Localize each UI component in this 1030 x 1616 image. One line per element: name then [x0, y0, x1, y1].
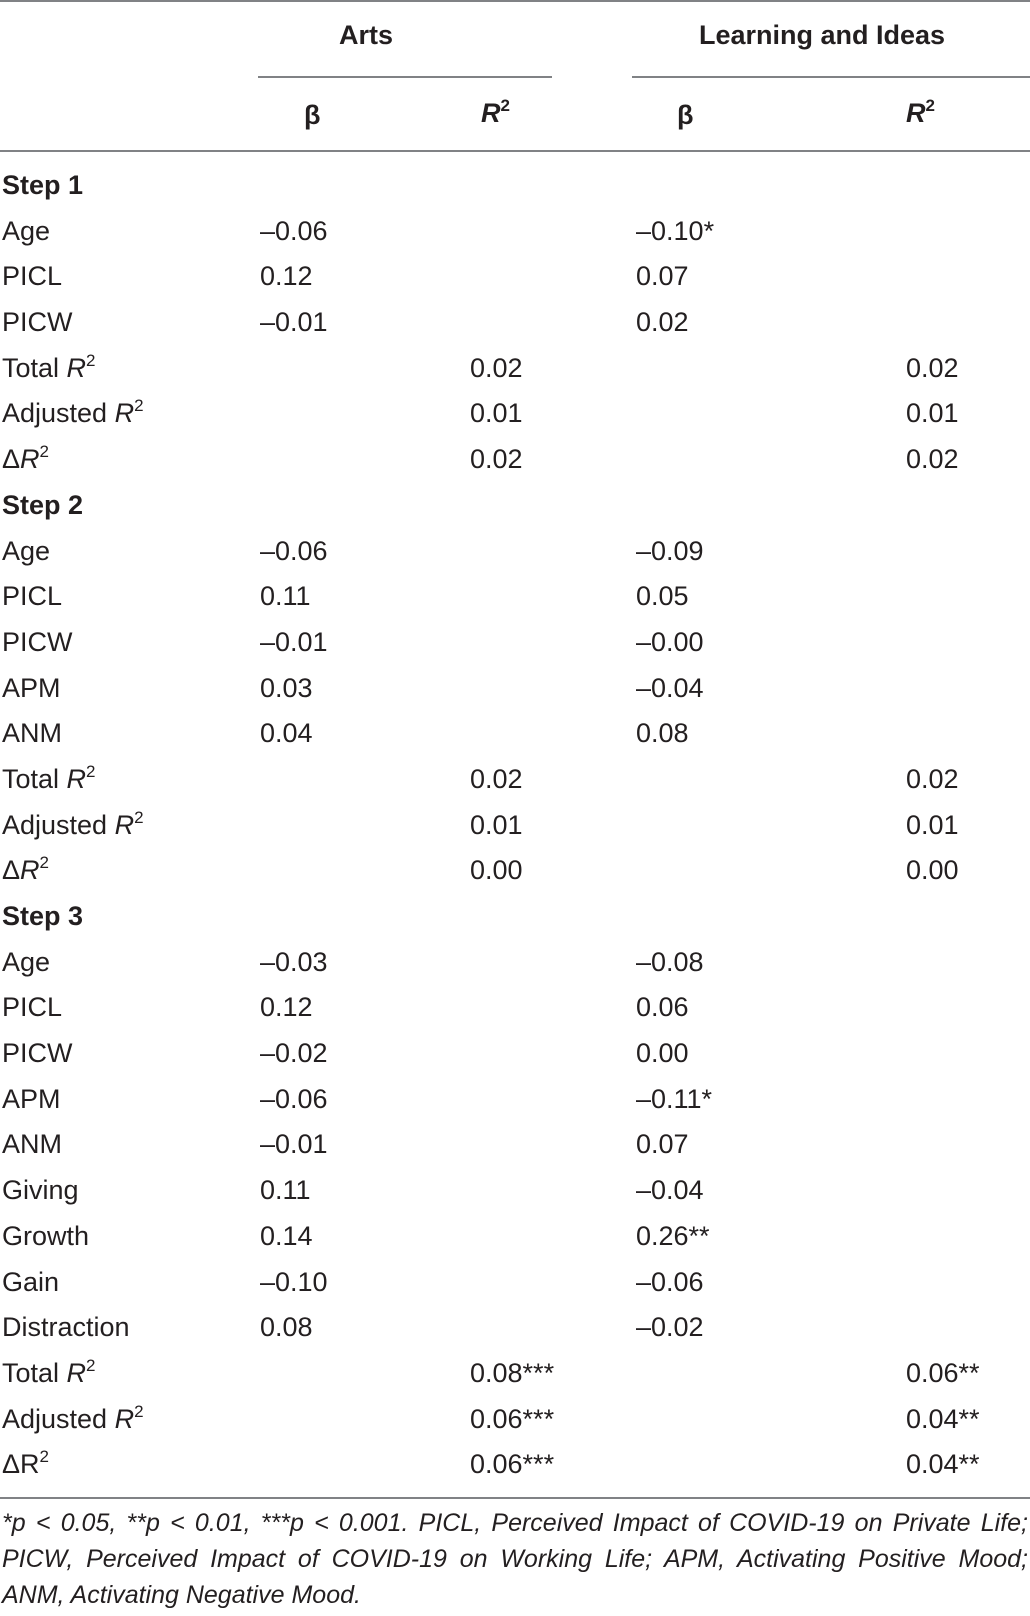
table-row	[0, 941, 1030, 987]
table-row	[0, 210, 1030, 256]
row-label: Gain	[2, 1266, 60, 1297]
table-cell: 0.04**	[906, 1449, 980, 1480]
table-cell: 0.02	[470, 763, 523, 794]
row-label: PICL	[2, 992, 63, 1023]
table-row	[0, 575, 1030, 621]
row-label: Total $R^2$	[2, 761, 96, 794]
subheader-r2-learning: $R^2$	[906, 96, 935, 128]
table-cell: 0.00	[636, 1038, 689, 1069]
row-label: APM	[2, 672, 61, 703]
table-row	[0, 255, 1030, 301]
table-row	[0, 621, 1030, 667]
table-cell: 0.06**	[906, 1357, 980, 1388]
row-label: PICL	[2, 581, 63, 612]
table-cell: 0.02	[906, 763, 959, 794]
row-label: Adjusted $R^2$	[2, 396, 144, 429]
step-label: Step 3	[2, 901, 84, 931]
table-cell: 0.01	[470, 398, 523, 429]
row-label: Adjusted $R^2$	[2, 807, 144, 840]
table-cell: –0.02	[636, 1312, 704, 1343]
table-cell: –0.04	[636, 672, 704, 703]
subheader-r2-arts: $R^2$	[481, 96, 510, 128]
step-label: Step 1	[2, 170, 84, 200]
table-cell: 0.11	[260, 581, 311, 612]
table-row	[0, 301, 1030, 347]
table-cell: 0.00	[906, 855, 959, 886]
table-cell: –0.09	[636, 535, 704, 566]
table-cell: 0.04	[260, 718, 313, 749]
row-label: Adjusted $R^2$	[2, 1401, 144, 1434]
step-header-row	[0, 895, 1030, 941]
group-header-learning-and-ideas: Learning and Ideas	[699, 20, 946, 50]
table-row	[0, 1032, 1030, 1078]
table-cell: 0.02	[470, 352, 523, 383]
table-cell: 0.14	[260, 1220, 313, 1251]
row-label: $\Delta R^2$	[2, 853, 50, 886]
row-label: PICW	[2, 1038, 73, 1069]
table-cell: –0.01	[260, 1129, 328, 1160]
step-header-row	[0, 484, 1030, 530]
table-cell: 0.07	[636, 1129, 689, 1160]
table-row	[0, 758, 1030, 804]
table-row	[0, 1306, 1030, 1352]
table-footnote: *p < 0.05, **p < 0.01, ***p < 0.001. PICL, Perceived Impact of COVID-19 on Private Life; PICW, Perceived Impact of COVID-19 on Working Life; APM, Activating Positive Mood; ANM, Activating Negative Mood.	[2, 1509, 1028, 1609]
table-cell: 0.01	[906, 809, 959, 840]
table-row	[0, 1169, 1030, 1215]
table-cell: –0.06	[260, 1083, 328, 1114]
table-row	[0, 1078, 1030, 1124]
row-label: ANM	[2, 1129, 62, 1160]
row-label: Giving	[2, 1175, 79, 1206]
table-cell: 0.07	[636, 261, 689, 292]
table-cell: 0.12	[260, 992, 313, 1023]
subheader-beta-learning: β	[677, 100, 694, 130]
table-cell: 0.06***	[470, 1403, 555, 1434]
table-cell: 0.08	[636, 718, 689, 749]
table-cell: 0.12	[260, 261, 313, 292]
row-label: ANM	[2, 718, 62, 749]
table-row	[0, 986, 1030, 1032]
table-cell: 0.02	[636, 307, 689, 338]
row-label: APM	[2, 1083, 61, 1114]
table-row	[0, 1215, 1030, 1261]
step-header-row	[0, 164, 1030, 210]
table-cell: 0.02	[906, 352, 959, 383]
table-cell: –0.06	[260, 535, 328, 566]
table-row	[0, 804, 1030, 850]
row-label: Distraction	[2, 1312, 130, 1343]
group-header-arts: Arts	[339, 20, 394, 50]
table-cell: 0.08	[260, 1312, 313, 1343]
table-cell: 0.01	[470, 809, 523, 840]
table-body	[0, 164, 1030, 1489]
table-row	[0, 347, 1030, 393]
table-cell: 0.02	[906, 444, 959, 475]
row-label: PICW	[2, 626, 73, 657]
row-label: Total $R^2$	[2, 350, 96, 383]
table-row	[0, 392, 1030, 438]
row-label: $\Delta R^2$	[2, 442, 50, 475]
row-label: Growth	[2, 1220, 90, 1251]
table-cell: 0.03	[260, 672, 313, 703]
table-cell: 0.06***	[470, 1449, 555, 1480]
table-row	[0, 530, 1030, 576]
table-cell: 0.02	[470, 444, 523, 475]
table-cell: 0.11	[260, 1175, 311, 1206]
table-cell: 0.06	[636, 992, 689, 1023]
row-label: $\Delta R^2$	[2, 1447, 50, 1480]
header-bottom-rule	[0, 150, 1030, 152]
table-row	[0, 1261, 1030, 1307]
table-cell: –0.00	[636, 626, 704, 657]
row-label: Age	[2, 946, 51, 977]
row-label: Age	[2, 535, 51, 566]
table-cell: 0.00	[470, 855, 523, 886]
row-label: Total $R^2$	[2, 1355, 96, 1388]
table-cell: –0.01	[260, 626, 328, 657]
table-cell: 0.08***	[470, 1357, 555, 1388]
table-row	[0, 849, 1030, 895]
row-label: Age	[2, 215, 51, 246]
table-row	[0, 1398, 1030, 1444]
table-cell: –0.10*	[636, 215, 715, 246]
table-row	[0, 667, 1030, 713]
table-cell: –0.06	[260, 215, 328, 246]
step-label: Step 2	[2, 489, 84, 520]
table-row	[0, 438, 1030, 484]
table-row	[0, 1443, 1030, 1489]
learning-underline	[632, 76, 1030, 78]
table-cell: –0.06	[636, 1266, 704, 1297]
table-cell: 0.05	[636, 581, 689, 612]
row-label: PICL	[2, 261, 63, 292]
top-rule	[0, 0, 1030, 2]
table-cell: –0.04	[636, 1175, 704, 1206]
bottom-rule	[0, 1497, 1030, 1499]
table-row	[0, 712, 1030, 758]
table-cell: –0.08	[636, 946, 704, 977]
table-row	[0, 1352, 1030, 1398]
table-cell: –0.11*	[636, 1083, 713, 1114]
table-cell: –0.10	[260, 1266, 328, 1297]
table-cell: 0.26**	[636, 1220, 710, 1251]
subheader-beta-arts: β	[304, 100, 321, 130]
table-cell: –0.02	[260, 1038, 328, 1069]
table-cell: 0.04**	[906, 1403, 980, 1434]
table-cell: –0.01	[260, 307, 328, 338]
row-label: PICW	[2, 307, 73, 338]
table-cell: –0.03	[260, 946, 328, 977]
table-row	[0, 1123, 1030, 1169]
table-cell: 0.01	[906, 398, 959, 429]
arts-underline	[258, 76, 552, 78]
